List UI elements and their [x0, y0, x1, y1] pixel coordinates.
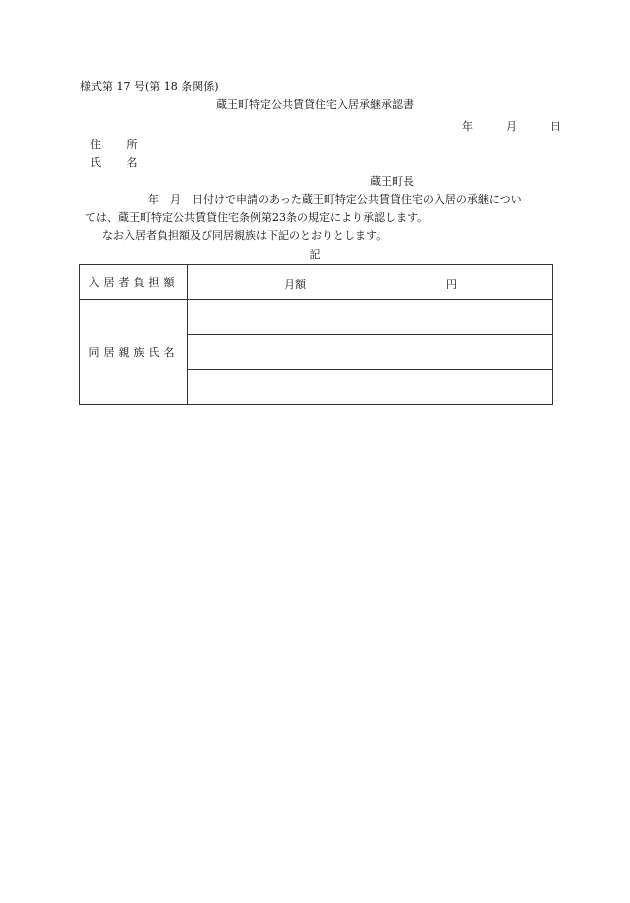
- tenant-burden-value-cell: [188, 265, 553, 300]
- issuer-name: 蔵王町長: [370, 175, 414, 188]
- monthly-label: 月額: [284, 278, 306, 291]
- date-month-label: 月: [506, 120, 517, 133]
- body-text-line-3: なお入居者負担額及び同居親族は下記のとおりとします。: [102, 229, 388, 242]
- date-line: [462, 120, 561, 134]
- cohabitant-name-cell: [188, 370, 553, 405]
- name-label: 氏 名: [90, 156, 149, 169]
- tenant-burden-label: 入居者負担額: [80, 265, 188, 300]
- cohabitant-row: [80, 300, 553, 335]
- cohabitant-label: 同居親族氏名: [80, 300, 188, 405]
- date-year-label: 年: [462, 120, 473, 133]
- cohabitant-name-cell: [188, 300, 553, 335]
- body-text-line-1: 年 月 日付けで申請のあった蔵王町特定公共賃貸住宅の入居の承継につい: [148, 193, 522, 206]
- tenant-burden-row: [80, 265, 553, 300]
- date-day-label: 日: [550, 120, 561, 133]
- document-title: 蔵王町特定公共賃貸住宅入居承継承認書: [216, 98, 414, 111]
- cohabitant-name-cell: [188, 335, 553, 370]
- record-heading: 記: [309, 248, 321, 261]
- body-text-line-2: ては、蔵王町特定公共賃貸住宅条例第23条の規定により承認します。: [85, 211, 429, 224]
- form-number: 様式第 17 号(第 18 条関係): [80, 80, 219, 93]
- address-label: 住 所: [90, 138, 149, 151]
- yen-label: 円: [446, 278, 457, 291]
- detail-table: [79, 264, 553, 405]
